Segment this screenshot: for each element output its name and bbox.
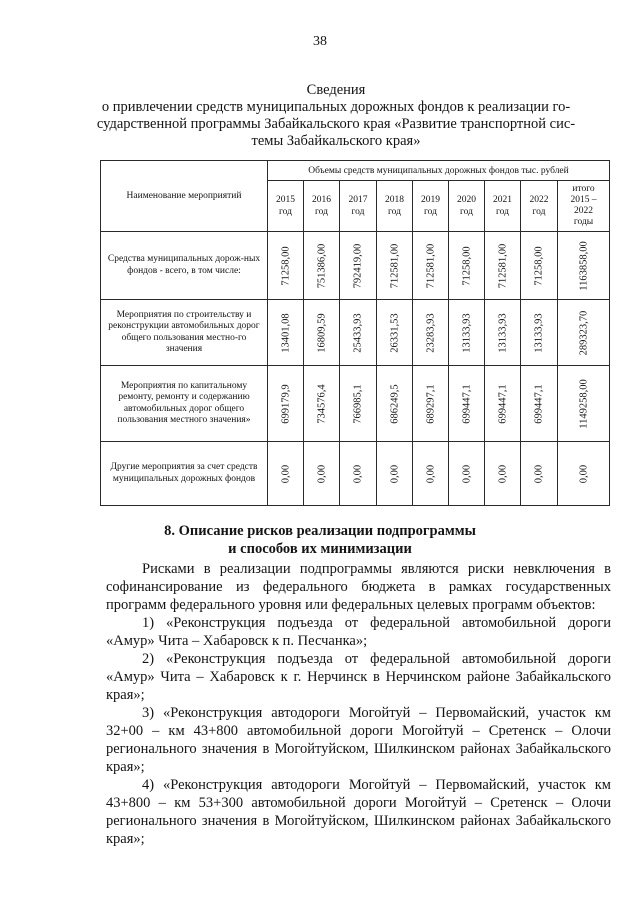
row-name: Другие мероприятия за счет средств муниципальных дорожных фондов xyxy=(101,442,268,506)
table-cell: 712581,00 xyxy=(413,232,449,300)
table-cell: 792419,00 xyxy=(340,232,377,300)
year-header: 2022 год xyxy=(521,181,558,232)
name-column-header: Наименование мероприятий xyxy=(101,161,268,232)
table-cell: 734576,4 xyxy=(304,366,340,442)
row-name: Средства муниципальных дорож-ных фондов - всего, в том числе: xyxy=(101,232,268,300)
list-item: 3) «Реконструкция автодороги Могойтуй – Первомайский, участок км 32+00 – км 43+800 автомобильной дороги Могойтуй – Сретенск – Олочи регионального значения в Могойтуйском, Шилкинском районах Забайкальского края»; xyxy=(106,705,611,775)
table-cell: 289323,70 xyxy=(558,300,610,366)
table-cell: 71258,00 xyxy=(521,232,558,300)
table-cell: 16809,59 xyxy=(304,300,340,366)
table-cell: 1163858,00 xyxy=(558,232,610,300)
table-cell: 26331,53 xyxy=(377,300,413,366)
section-title-line: 8. Описание рисков реализации подпрограммы xyxy=(164,523,476,539)
page-number: 38 xyxy=(313,34,327,49)
table-cell: 0,00 xyxy=(304,442,340,506)
table-cell: 751386,00 xyxy=(304,232,340,300)
year-header: 2015 год xyxy=(268,181,304,232)
table-cell: 699447,1 xyxy=(485,366,521,442)
year-header: 2019 год xyxy=(413,181,449,232)
document-heading xyxy=(60,82,612,150)
year-header: 2016 год xyxy=(304,181,340,232)
heading-line: о привлечении средств муниципальных дорожных фондов к реализации го- xyxy=(101,99,571,115)
table-cell: 0,00 xyxy=(268,442,304,506)
table-cell: 699447,1 xyxy=(449,366,485,442)
table-cell: 0,00 xyxy=(377,442,413,506)
table-cell: 0,00 xyxy=(449,442,485,506)
table-cell: 712581,00 xyxy=(377,232,413,300)
road-funds-table xyxy=(100,160,610,506)
table-cell: 0,00 xyxy=(485,442,521,506)
table-cell: 766985,1 xyxy=(340,366,377,442)
table-cell: 71258,00 xyxy=(268,232,304,300)
section-title-line: и способов их минимизации xyxy=(228,541,412,557)
table-cell: 1149258,00 xyxy=(558,366,610,442)
total-header: итого 2015 – 2022 годы xyxy=(558,181,610,232)
list-item: 4) «Реконструкция автодороги Могойтуй – Первомайский, участок км 43+800 – км 53+300 автомобильной дороги Могойтуй – Сретенск – Олочи регионального значения в Могойтуйском, Шилкинском районах Забайкальского края»; xyxy=(106,777,611,847)
heading-line: сударственной программы Забайкальского края «Развитие транспортной сис- xyxy=(96,116,576,132)
table-row xyxy=(101,232,610,300)
heading-title: Сведения xyxy=(306,82,366,98)
table-cell: 0,00 xyxy=(340,442,377,506)
year-header: 2017 год xyxy=(340,181,377,232)
year-header: 2020 год xyxy=(449,181,485,232)
table-cell: 689297,1 xyxy=(413,366,449,442)
heading-line: темы Забайкальского края» xyxy=(251,133,421,149)
table-cell: 0,00 xyxy=(413,442,449,506)
table-row xyxy=(101,366,610,442)
table-cell: 23283,93 xyxy=(413,300,449,366)
table-cell: 686249,5 xyxy=(377,366,413,442)
table-cell: 0,00 xyxy=(558,442,610,506)
table-row xyxy=(101,442,610,506)
table-cell: 712581,00 xyxy=(485,232,521,300)
table-cell: 13133,93 xyxy=(521,300,558,366)
section-heading xyxy=(0,522,640,558)
table-cell: 25433,93 xyxy=(340,300,377,366)
table-cell: 13133,93 xyxy=(449,300,485,366)
row-name: Мероприятия по капитальному ремонту, ремонту и содержанию автомобильных дорог общего пользования местного значения» xyxy=(101,366,268,442)
table-cell: 13401,08 xyxy=(268,300,304,366)
table-row xyxy=(101,300,610,366)
row-name: Мероприятия по строительству и реконструкции автомобильных дорог общего пользования местно-го значения xyxy=(101,300,268,366)
table-cell: 13133,93 xyxy=(485,300,521,366)
table-cell: 699447,1 xyxy=(521,366,558,442)
table-cell: 71258,00 xyxy=(449,232,485,300)
section-body xyxy=(106,560,611,848)
year-header: 2021 год xyxy=(485,181,521,232)
paragraph: Рисками в реализации подпрограммы являются риски невключения в софинансирование из федерального бюджета в рамках государственных программ федерального уровня или федеральных целевых программ объектов: xyxy=(106,561,611,613)
year-header: 2018 год xyxy=(377,181,413,232)
table-cell: 699179,9 xyxy=(268,366,304,442)
list-item: 1) «Реконструкция подъезда от федеральной автомобильной дороги «Амур» Чита – Хабаровск к п. Песчанка»; xyxy=(106,615,611,649)
list-item: 2) «Реконструкция подъезда от федеральной автомобильной дороги «Амур» Чита – Хабаровск к г. Нерчинск в Нерчинском районе Забайкальского края»; xyxy=(106,651,611,703)
volume-column-header: Объемы средств муниципальных дорожных фондов тыс. рублей xyxy=(268,161,610,181)
table-cell: 0,00 xyxy=(521,442,558,506)
